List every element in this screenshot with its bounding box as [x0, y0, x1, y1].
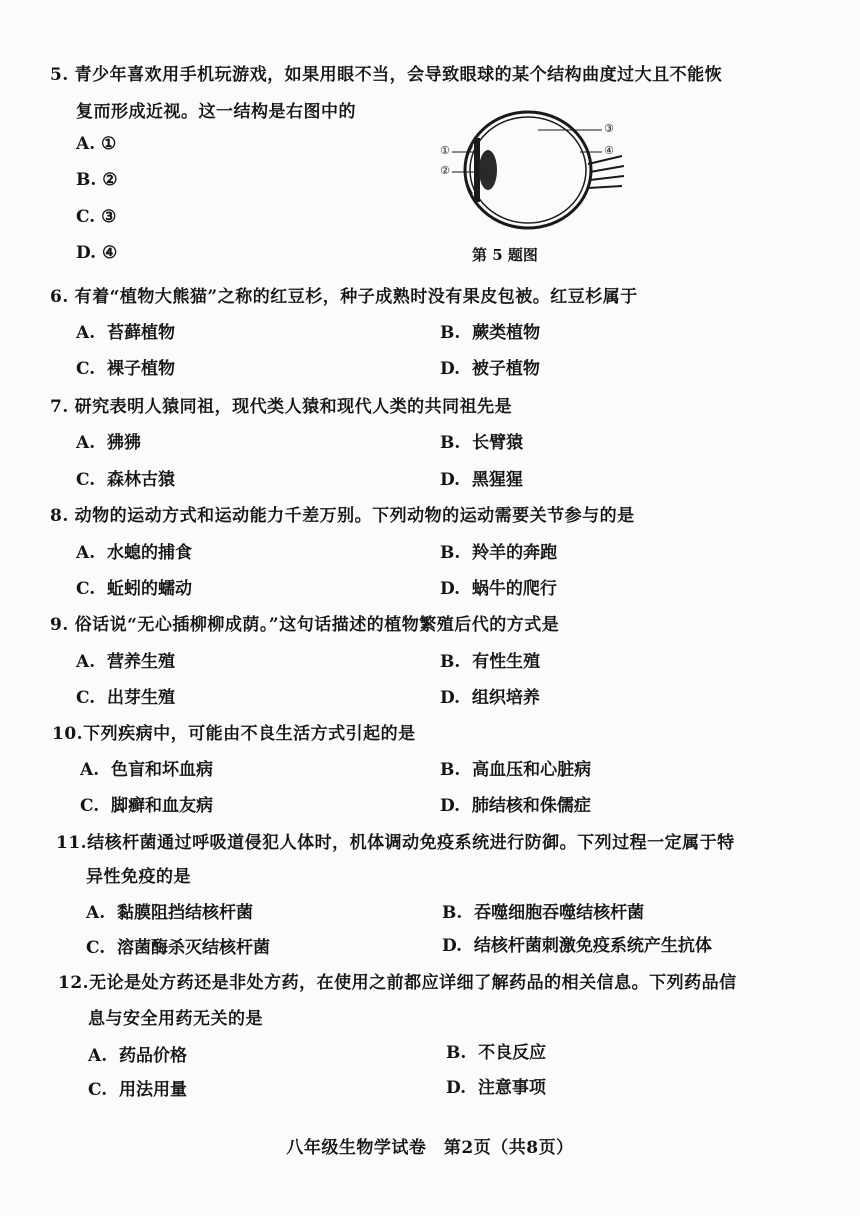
question-stem: 青少年喜欢用手机玩游戏，如果用眼不当，会导致眼球的某个结构曲度过大且不能恢 [74, 65, 723, 85]
option-8c [76, 574, 192, 599]
option-text: 黏膜阻挡结核杆菌 [116, 903, 253, 923]
option-letter: D. [440, 796, 461, 816]
option-letter: B. [76, 170, 97, 190]
option-11c [86, 933, 270, 958]
option-10b [440, 755, 591, 780]
option-text: 注意事项 [477, 1078, 546, 1098]
option-letter: D. [440, 688, 461, 708]
question-12 [58, 968, 737, 993]
option-7a [76, 428, 141, 453]
question-stem: 下列疾病中，可能由不良生活方式引起的是 [83, 724, 416, 744]
option-6d [440, 354, 540, 379]
option-text: 黑猩猩 [471, 470, 523, 490]
option-text: ② [102, 170, 118, 190]
option-text: ① [101, 134, 117, 154]
question-10 [52, 719, 416, 744]
option-6c [76, 354, 175, 379]
option-5c [76, 207, 116, 227]
marker-4: ④ [604, 144, 614, 157]
optic-nerve [588, 156, 624, 188]
option-9b [440, 647, 540, 672]
option-7c [76, 465, 175, 490]
option-text: ④ [101, 243, 118, 263]
option-text: ③ [101, 207, 117, 227]
option-text: 药品价格 [118, 1046, 187, 1066]
question-7 [50, 392, 512, 417]
option-text: 不良反应 [478, 1043, 547, 1063]
option-7b [440, 428, 523, 453]
option-text: 裸子植物 [107, 359, 175, 379]
option-letter: B. [446, 1043, 467, 1063]
question-number: 9. [50, 615, 69, 635]
option-letter: B. [440, 652, 461, 672]
option-letter: D. [440, 470, 461, 490]
option-text: 用法用量 [119, 1080, 187, 1100]
option-8d [440, 574, 557, 599]
option-letter: A. [76, 323, 96, 343]
question-stem: 有着“植物大熊猫”之称的红豆杉，种子成熟时没有果皮包被。红豆杉属于 [74, 287, 638, 307]
option-9d [440, 683, 540, 708]
option-10a [80, 755, 213, 780]
option-11a [86, 898, 253, 923]
option-text: 肺结核和侏儒症 [471, 796, 591, 816]
option-9a [76, 647, 175, 672]
option-letter: B. [440, 760, 461, 780]
option-letter: C. [76, 470, 96, 490]
option-8b [440, 538, 557, 563]
option-11b [442, 898, 644, 923]
option-text: 蚯蚓的蠕动 [107, 579, 192, 599]
question-8 [50, 501, 635, 526]
question-number: 6. [50, 287, 69, 307]
option-text: 色盲和坏血病 [110, 760, 213, 780]
marker-1: ① [440, 144, 450, 157]
question-number: 10. [52, 724, 84, 744]
option-letter: A. [76, 433, 96, 453]
option-5b [76, 170, 117, 190]
option-text: 森林古猿 [107, 470, 175, 490]
question-number: 5. [50, 65, 69, 85]
option-12a [88, 1041, 187, 1066]
option-text: 出芽生殖 [107, 688, 175, 708]
figure-caption: 第 5 题图 [472, 246, 538, 264]
option-letter: A. [88, 1046, 108, 1066]
question-stem: 无论是处方药还是非处方药，在使用之前都应详细了解药品的相关信息。下列药品信 [89, 973, 737, 993]
question-stem: 研究表明人猿同祖，现代类人猿和现代人类的共同祖先是 [74, 397, 513, 417]
question-6 [50, 282, 638, 307]
page-footer: 八年级生物学试卷 第2页（共8页） [286, 1138, 574, 1158]
option-letter: B. [440, 433, 461, 453]
option-text: 蕨类植物 [472, 323, 541, 343]
option-letter: B. [442, 903, 463, 923]
option-12c [88, 1075, 187, 1100]
option-7d [440, 465, 523, 490]
option-text: 狒狒 [106, 433, 141, 453]
option-text: 水螅的捕食 [106, 543, 192, 563]
question-stem: 结核杆菌通过呼吸道侵犯人体时，机体调动免疫系统进行防御。下列过程一定属于特 [87, 833, 735, 853]
option-letter: D. [440, 579, 461, 599]
question-11 [56, 828, 735, 853]
option-8a [76, 538, 192, 563]
question-number: 7. [50, 397, 69, 417]
option-text: 溶菌酶杀灭结核杆菌 [117, 938, 270, 958]
option-letter: D. [76, 243, 97, 263]
option-text: 高血压和心脏病 [472, 760, 592, 780]
question-number: 11. [56, 833, 88, 853]
marker-2: ② [440, 164, 450, 177]
option-text: 有性生殖 [472, 652, 541, 672]
option-12b [446, 1038, 546, 1063]
question-stem-continued [88, 1004, 263, 1029]
question-stem-continued: 复而形成近视。这一结构是右图中的 [76, 102, 356, 122]
option-text: 脚癣和血友病 [111, 796, 213, 816]
option-letter: C. [76, 207, 96, 227]
option-letter: C. [76, 579, 96, 599]
option-text: 羚羊的奔跑 [472, 543, 558, 563]
option-letter: D. [442, 936, 463, 956]
option-text: 被子植物 [471, 359, 540, 379]
option-5a [76, 134, 116, 154]
question-stem-continued: 异性免疫的是 [86, 867, 191, 887]
option-letter: B. [440, 543, 461, 563]
option-9c [76, 683, 175, 708]
option-letter: A. [76, 543, 96, 563]
option-10d [440, 791, 591, 816]
option-letter: D. [446, 1078, 467, 1098]
option-letter: C. [86, 938, 106, 958]
marker-3: ③ [604, 122, 614, 135]
option-text: 吞噬细胞吞噬结核杆菌 [474, 903, 645, 923]
option-letter: C. [88, 1080, 108, 1100]
eye-diagram [430, 108, 630, 238]
option-text: 蜗牛的爬行 [471, 579, 557, 599]
option-10c [80, 791, 213, 816]
option-letter: A. [86, 903, 106, 923]
option-11d [442, 931, 712, 956]
option-letter: A. [76, 134, 96, 154]
option-text: 结核杆菌刺激免疫系统产生抗体 [473, 936, 712, 956]
option-letter: C. [76, 359, 96, 379]
option-letter: A. [76, 652, 96, 672]
question-stem: 动物的运动方式和运动能力千差万别。下列动物的运动需要关节参与的是 [74, 506, 635, 526]
option-letter: C. [76, 688, 96, 708]
option-5d [76, 243, 117, 263]
question-number: 12. [58, 973, 90, 993]
option-text: 苔藓植物 [106, 323, 175, 343]
option-text: 长臂猿 [472, 433, 524, 453]
question-stem: 俗话说“无心插柳柳成荫。”这句话描述的植物繁殖后代的方式是 [74, 615, 560, 635]
option-text: 组织培养 [471, 688, 540, 708]
option-6a [76, 318, 175, 343]
option-text: 营养生殖 [106, 652, 175, 672]
lens [479, 150, 497, 190]
option-6b [440, 318, 540, 343]
question-number: 8. [50, 506, 69, 526]
question-9 [50, 610, 559, 635]
option-letter: B. [440, 323, 461, 343]
option-letter: A. [80, 760, 100, 780]
question-stem-text: 息与安全用药无关的是 [88, 1009, 263, 1029]
option-12d [446, 1073, 546, 1098]
question-5 [50, 60, 722, 85]
option-letter: D. [440, 359, 461, 379]
option-letter: C. [80, 796, 100, 816]
